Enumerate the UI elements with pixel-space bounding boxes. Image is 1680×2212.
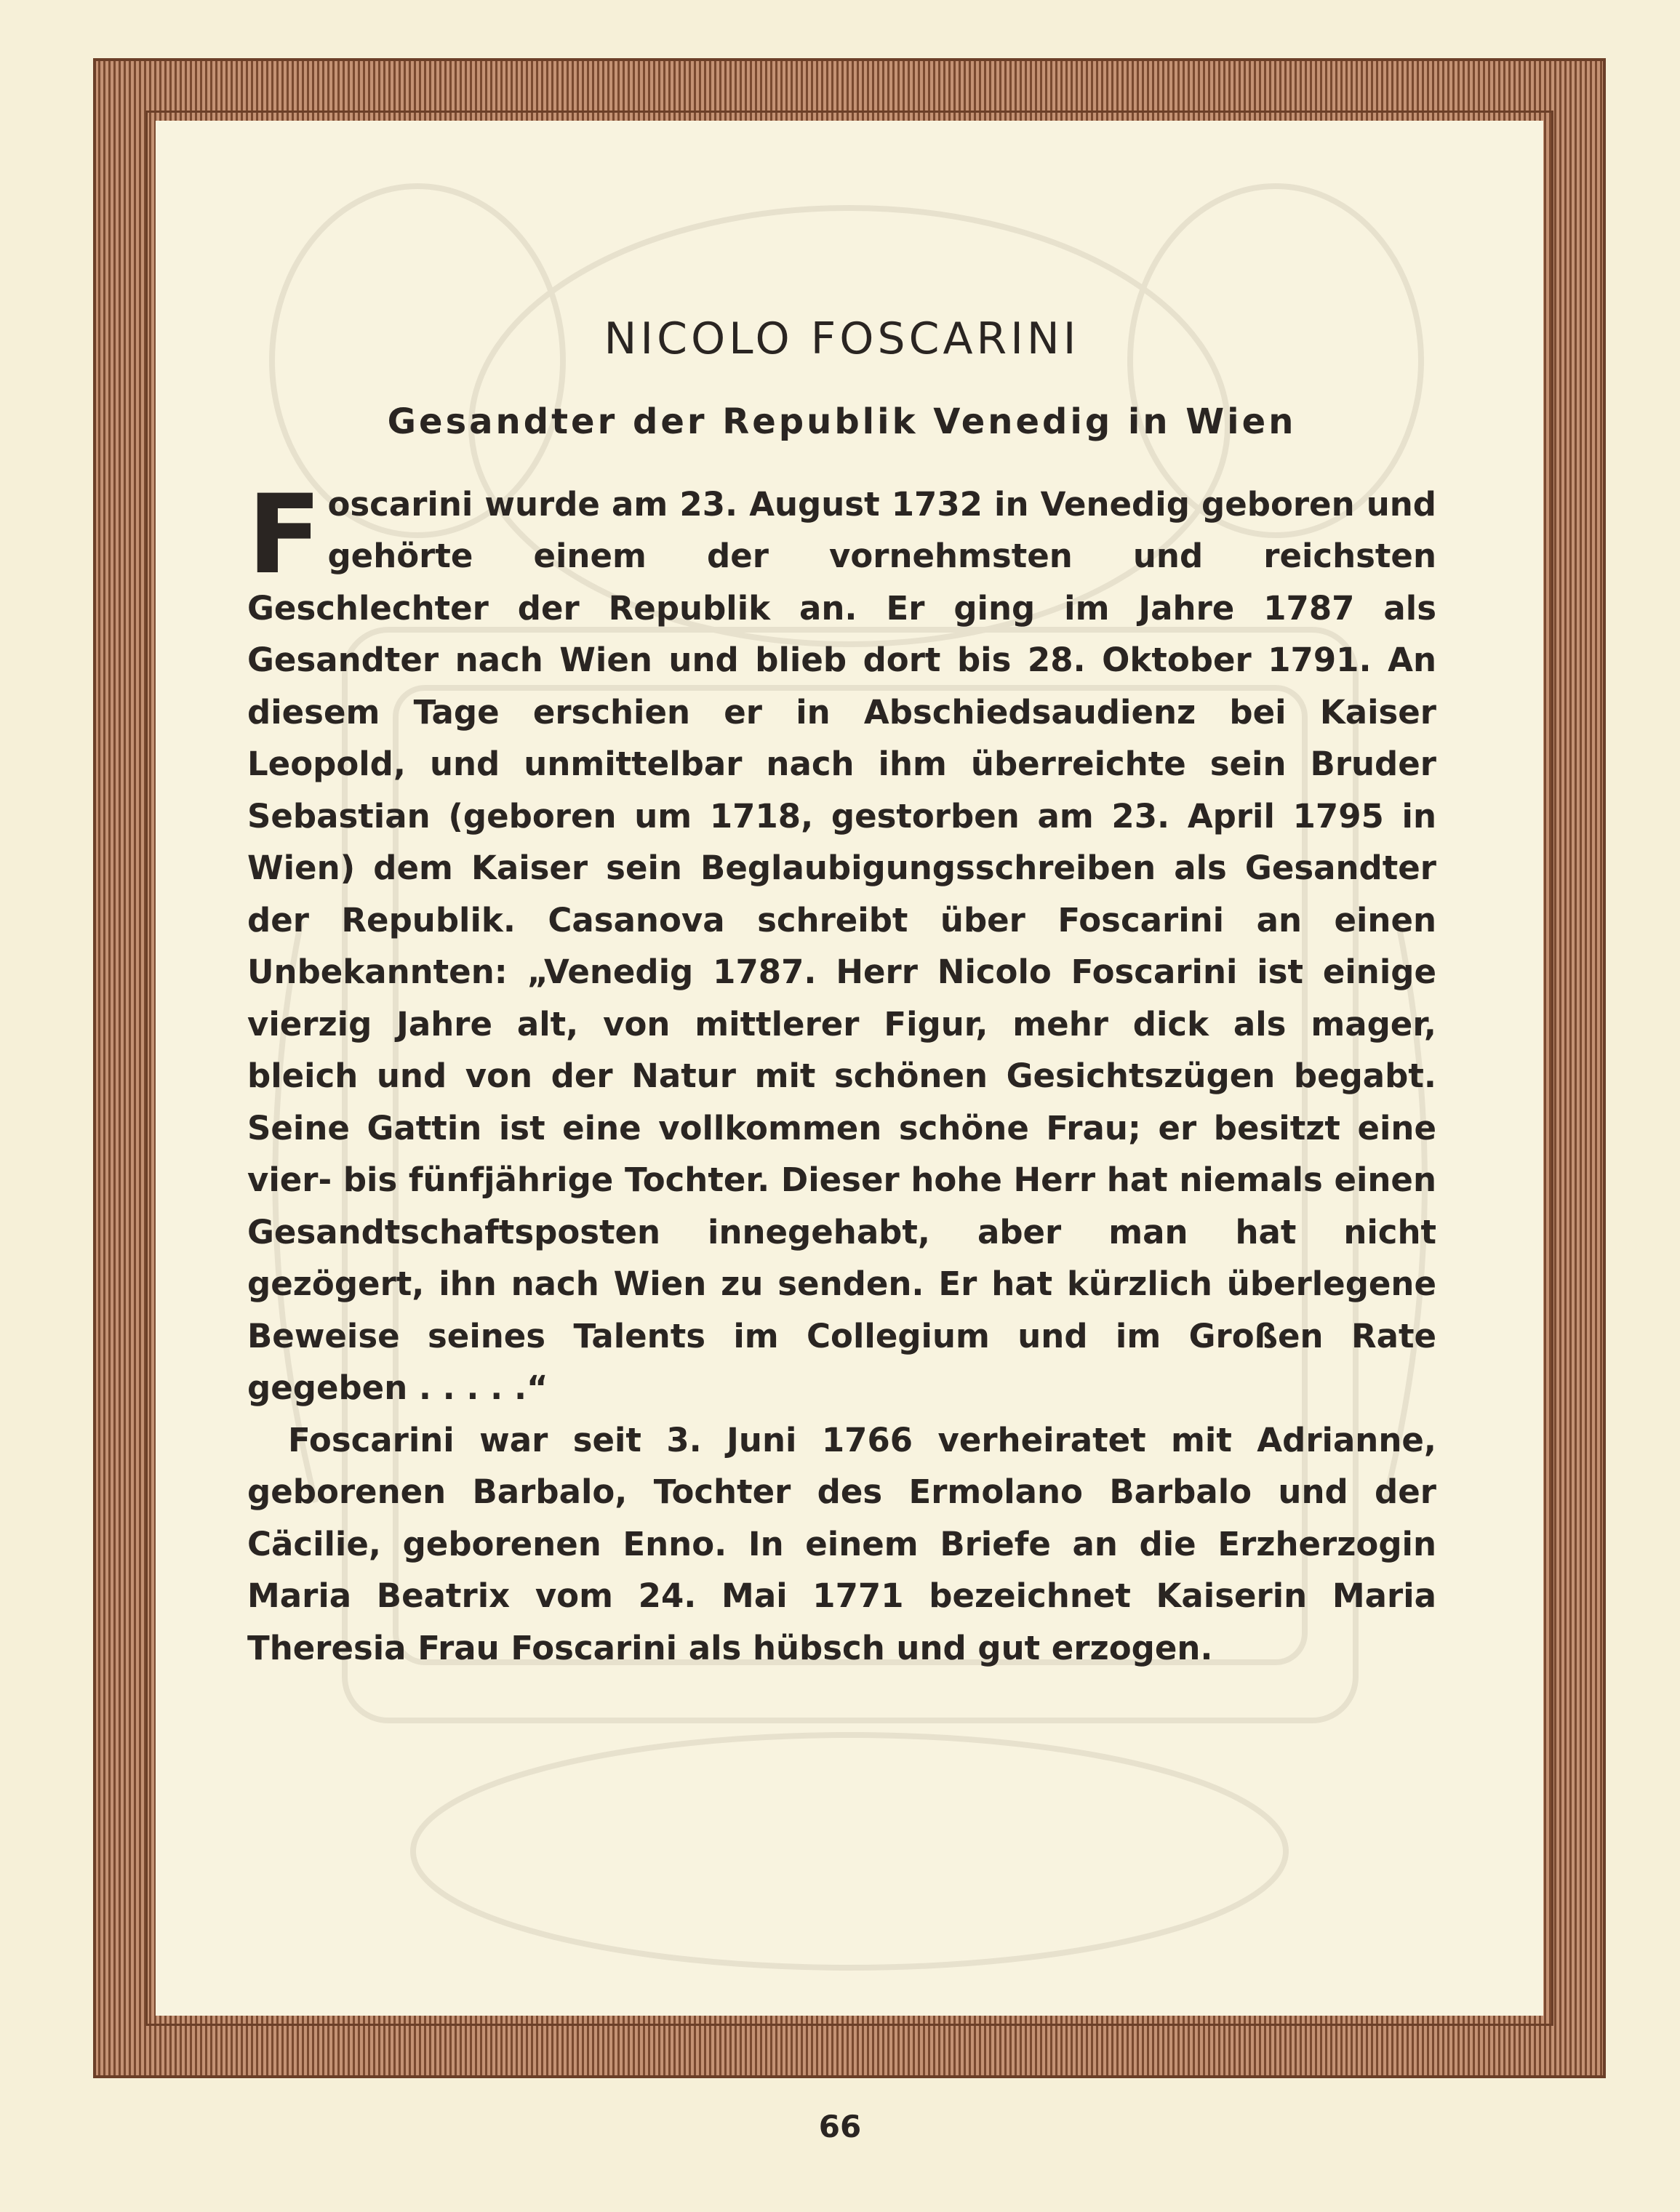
paragraph-1: [247, 471, 1436, 1414]
page-content: [247, 313, 1436, 1674]
page-number: 66: [818, 2109, 862, 2144]
page-title: NICOLO FOSCARINI: [604, 313, 1080, 364]
drop-cap: F: [247, 471, 322, 598]
paragraph-1-text: oscarini wurde am 23. August 1732 in Venedig geboren und gehörte einem der vornehmsten und reichsten Geschlechter der Republik an. Er ging im Jahre 1787 als Gesandter nach Wien und blieb dort bis 28. Oktober 1791. An diesem Tage erschien er in Abschiedsaudienz bei Kaiser Leopold, und unmittelbar nach ihm überreichte sein Bruder Sebastian (geboren um 1718, gestorben am 23. April 1795 in Wien) dem Kaiser sein Beglaubigungsschreiben als Gesandter der Republik. Casanova schreibt über Foscarini an einen Unbekannten: „Venedig 1787. Herr Nicolo Foscarini ist einige vierzig Jahre alt, von mittlerer Figur, mehr dick als mager, bleich und von der Natur mit schönen Gesichtszügen begabt. Seine Gattin ist eine vollkommen schöne Frau; er besitzt eine vier- bis fünfjährige Tochter. Dieser hohe Herr hat niemals einen Gesandtschaftsposten innegehabt, aber man hat nicht gezögert, ihn nach Wien zu senden. Er hat kürzlich überlegene Beweise seines Talents im Collegium und im Großen Rate gegeben . . . . .“: [247, 484, 1436, 1408]
paragraph-2: Foscarini war seit 3. Juni 1766 verheiratet mit Adrianne, geborenen Barbalo, Tochter des Ermolano Barbalo und der Cäcilie, geborenen Enno. In einem Briefe an die Erzherzogin Maria Beatrix vom 24. Mai 1771 bezeichnet Kaiserin Maria Theresia Frau Foscarini als hübsch und gut erzogen.: [247, 1420, 1436, 1667]
page-subtitle: Gesandter der Republik Venedig in Wien: [387, 401, 1297, 442]
